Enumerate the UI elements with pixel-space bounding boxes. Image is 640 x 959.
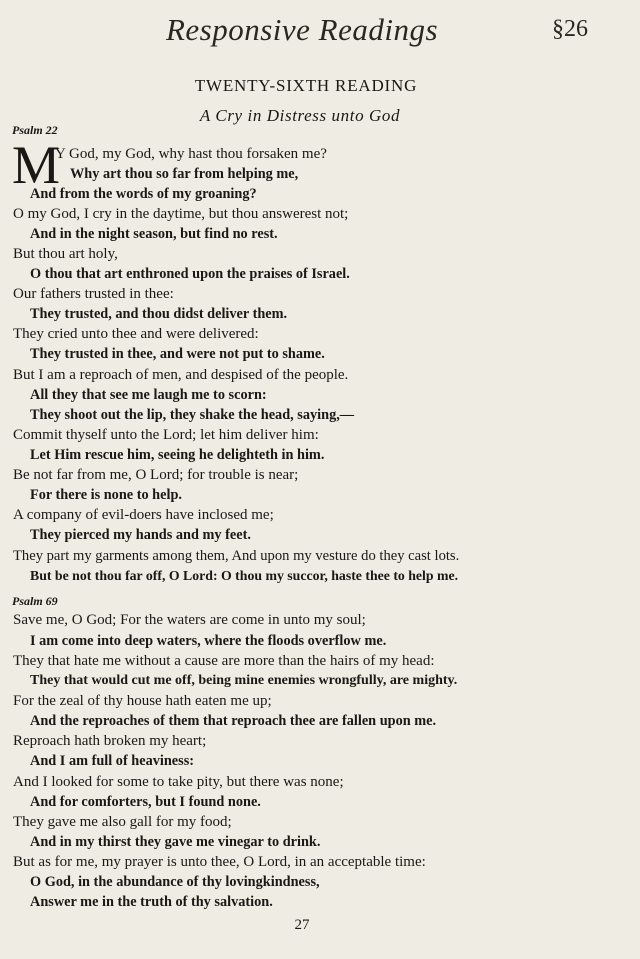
page-number: 27 xyxy=(294,917,310,933)
verse-line: Let Him rescue him, seeing he delighteth in him. xyxy=(30,447,325,463)
verse-line: I am come into deep waters, where the floods overflow me. xyxy=(30,633,387,649)
verse-line: And in my thirst they gave me vinegar to drink. xyxy=(30,834,321,850)
verse-line: But as for me, my prayer is unto thee, O Lord, in an acceptable time: xyxy=(13,854,426,870)
verse-line: And for comforters, but I found none. xyxy=(30,794,261,810)
verse-line: And I looked for some to take pity, but there was none; xyxy=(13,774,344,790)
verse-line: But be not thou far off, O Lord: O thou my succor, haste thee to help me. xyxy=(30,568,459,583)
verse-line: They gave me also gall for my food; xyxy=(13,814,232,830)
verse-line: They trusted in thee, and were not put to shame. xyxy=(30,346,325,362)
verse-line: Our fathers trusted in thee: xyxy=(13,286,174,302)
psalm-22-label: Psalm 22 xyxy=(12,123,58,137)
section-number: §26 xyxy=(552,16,588,42)
verse-line: O my God, I cry in the daytime, but thou answerest not; xyxy=(13,206,349,222)
verse-line: They part my garments among them, And upon my vesture do they cast lots. xyxy=(13,548,460,564)
verse-line: O thou that art enthroned upon the praises of Israel. xyxy=(30,266,350,282)
psalm-69-label: Psalm 69 xyxy=(12,594,58,608)
reading-subtitle: A Cry in Distress unto God xyxy=(199,106,401,125)
verse-line: And in the night season, but find no rest. xyxy=(30,226,278,242)
verse-line: They pierced my hands and my feet. xyxy=(30,527,251,543)
verse-line: Be not far from me, O Lord; for trouble is near; xyxy=(13,467,299,483)
verse-line: And I am full of heaviness: xyxy=(30,753,195,769)
verse-line: They shoot out the lip, they shake the head, saying,— xyxy=(30,407,355,423)
reading-title: TWENTY-SIXTH READING xyxy=(194,76,418,95)
verse-line: But I am a reproach of men, and despised of the people. xyxy=(13,367,349,383)
verse-line: They that would cut me off, being mine enemies wrongfully, are mighty. xyxy=(30,673,458,688)
page-header-title: Responsive Readings xyxy=(165,12,439,47)
verse-line: For the zeal of thy house hath eaten me up; xyxy=(13,693,272,709)
verse-line: Reproach hath broken my heart; xyxy=(13,733,207,749)
verse-line: But thou art holy, xyxy=(13,246,118,262)
verse-line: They trusted, and thou didst deliver them. xyxy=(30,306,288,322)
verse-line: Why art thou so far from helping me, xyxy=(70,166,299,182)
verse-line: Answer me in the truth of thy salvation. xyxy=(30,894,273,910)
drop-cap: M xyxy=(12,135,61,195)
verse-line: Y God, my God, why hast thou forsaken me? xyxy=(55,146,327,162)
verse-line: Save me, O God; For the waters are come in unto my soul; xyxy=(13,612,366,628)
verse-line: A company of evil-doers have inclosed me; xyxy=(13,507,274,523)
verse-line: O God, in the abundance of thy lovingkindness, xyxy=(30,874,320,890)
verse-line: They that hate me without a cause are more than the hairs of my head: xyxy=(13,653,435,669)
verse-line: Commit thyself unto the Lord; let him deliver him: xyxy=(13,427,319,443)
verse-line: For there is none to help. xyxy=(30,487,182,503)
verse-line: All they that see me laugh me to scorn: xyxy=(30,387,267,403)
verse-line: And from the words of my groaning? xyxy=(30,186,257,202)
verse-line: They cried unto thee and were delivered: xyxy=(13,326,259,342)
verse-line: And the reproaches of them that reproach thee are fallen upon me. xyxy=(30,713,437,729)
